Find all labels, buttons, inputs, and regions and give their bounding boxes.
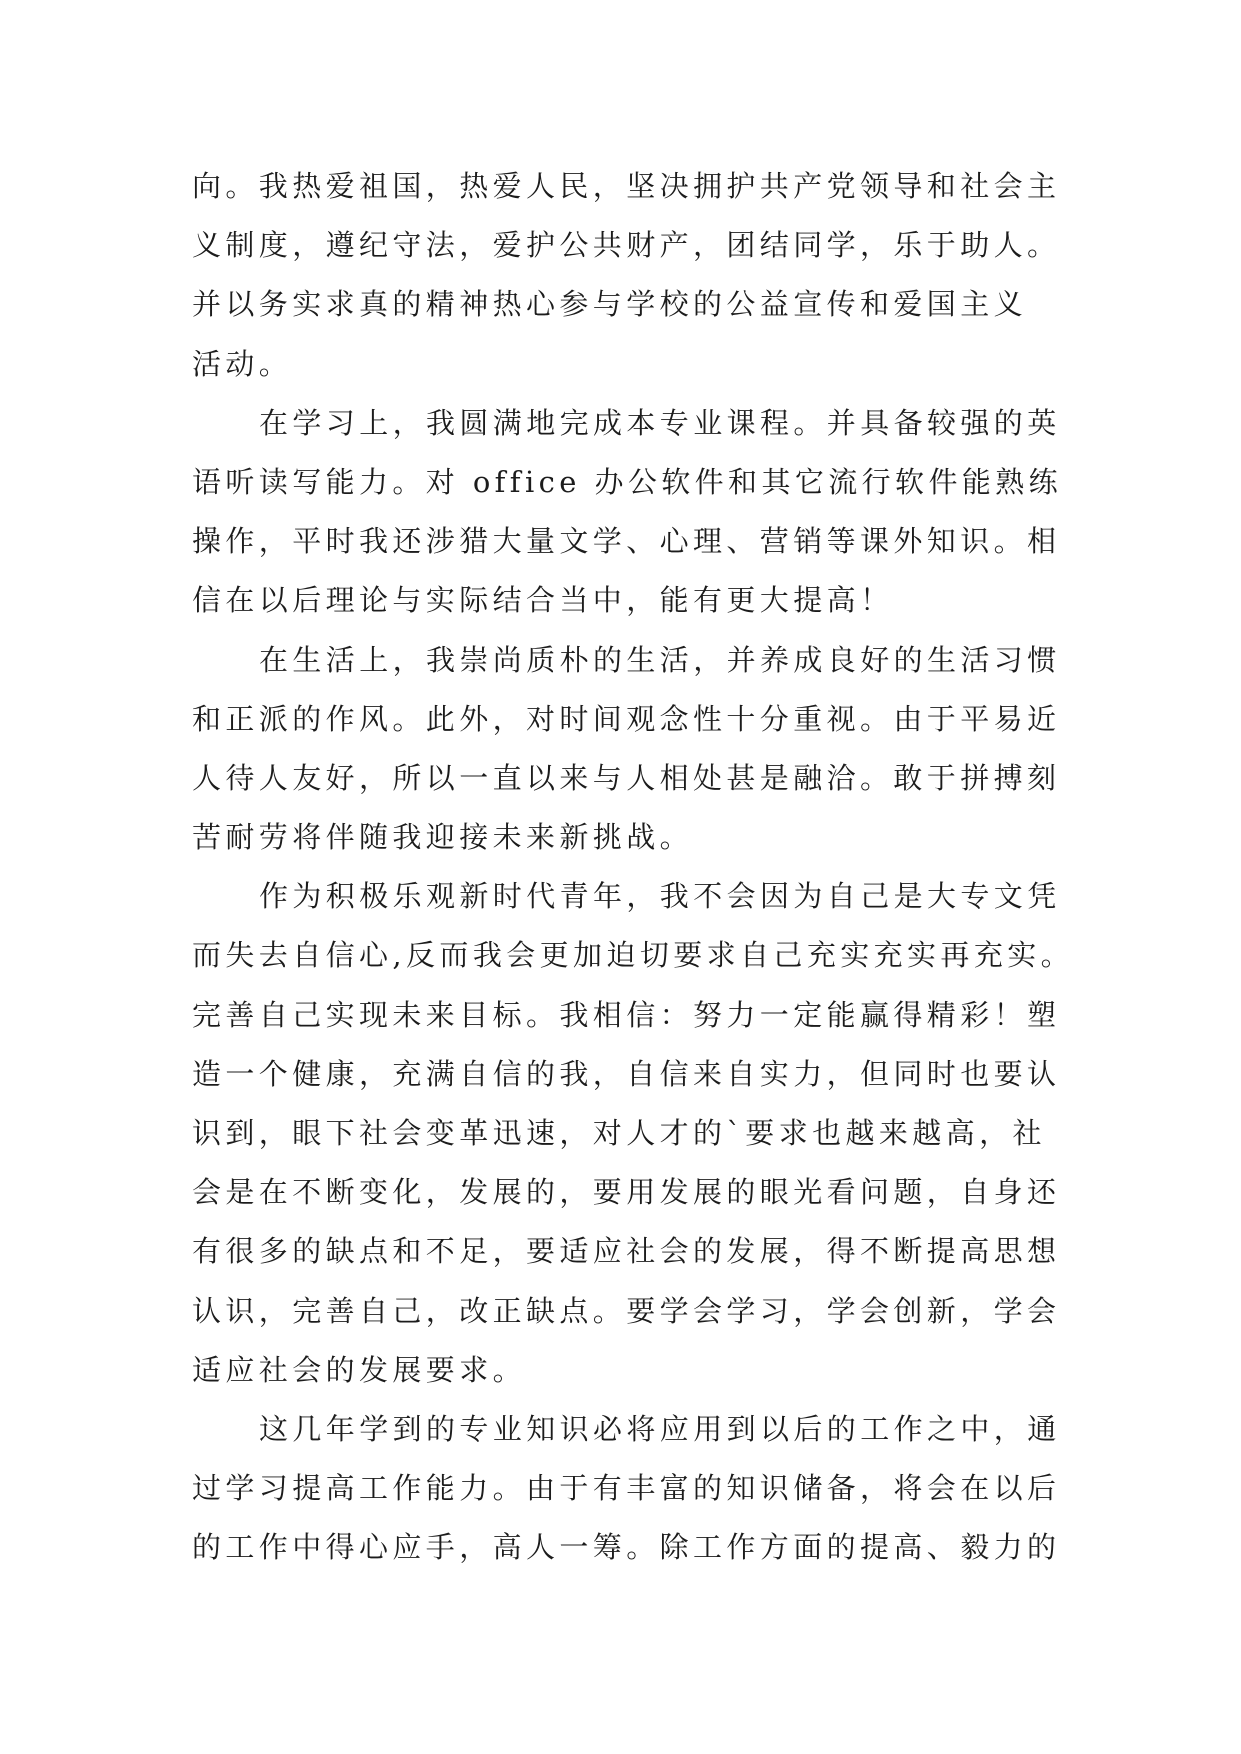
text-line: 向。我热爱祖国，热爱人民，坚决拥护共产党领导和社会主 [192,169,1061,203]
text-line: 语听读写能力。对 office 办公软件和其它流行软件能熟练 [192,464,1063,499]
text-line: 识到，眼下社会变革迅速，对人才的`要求也越来越高，社 [192,1116,1046,1150]
paragraph [192,394,1192,631]
paragraph [192,867,1192,1400]
text-line: 并以务实求真的精神热心参与学校的公益宣传和爱国主义 [192,287,1028,322]
text-line: 适应社会的发展要求。 [192,1352,527,1387]
text-line: 操作，平时我还涉猎大量文学、心理、营销等课外知识。相 [192,524,1061,559]
text-line: 信在以后理论与实际结合当中，能有更大提高！ [192,583,894,618]
text-line: 完善自己实现未来目标。我相信：努力一定能赢得精彩！塑 [192,997,1061,1032]
text-line: 苦耐劳将伴随我迎接未来新挑战。 [192,820,694,855]
text-line: 造一个健康，充满自信的我，自信来自实力，但同时也要认 [192,1056,1061,1091]
paragraph [192,631,1192,868]
text-line: 义制度，遵纪守法，爱护公共财产，团结同学，乐于助人。 [192,228,1061,263]
text-line: 人待人友好，所以一直以来与人相处甚是融洽。敢于拼搏刻 [192,760,1061,795]
text-line: 而失去自信心,反而我会更加迫切要求自己充实充实再充实。 [192,938,1075,973]
text-line: 和正派的作风。此外，对时间观念性十分重视。由于平易近 [192,701,1061,736]
body-text [192,157,1192,1578]
paragraph [192,1400,1192,1578]
text-line: 过学习提高工作能力。由于有丰富的知识储备，将会在以后 [192,1471,1061,1506]
text-line: 活动。 [192,346,293,381]
paragraph [192,157,1192,394]
text-line: 认识，完善自己，改正缺点。要学会学习，学会创新，学会 [192,1293,1061,1328]
text-line: 在学习上，我圆满地完成本专业课程。并具备较强的英 [259,405,1061,440]
text-line: 有很多的缺点和不足，要适应社会的发展，得不断提高思想 [192,1234,1061,1269]
text-line: 会是在不断变化，发展的，要用发展的眼光看问题，自身还 [192,1175,1061,1210]
text-line: 在生活上，我崇尚质朴的生活，并养成良好的生活习惯 [259,642,1061,677]
text-line: 这几年学到的专业知识必将应用到以后的工作之中，通 [259,1411,1061,1446]
text-line: 的工作中得心应手，高人一筹。除工作方面的提高、毅力的 [192,1530,1061,1565]
text-line: 作为积极乐观新时代青年，我不会因为自己是大专文凭 [259,879,1061,914]
